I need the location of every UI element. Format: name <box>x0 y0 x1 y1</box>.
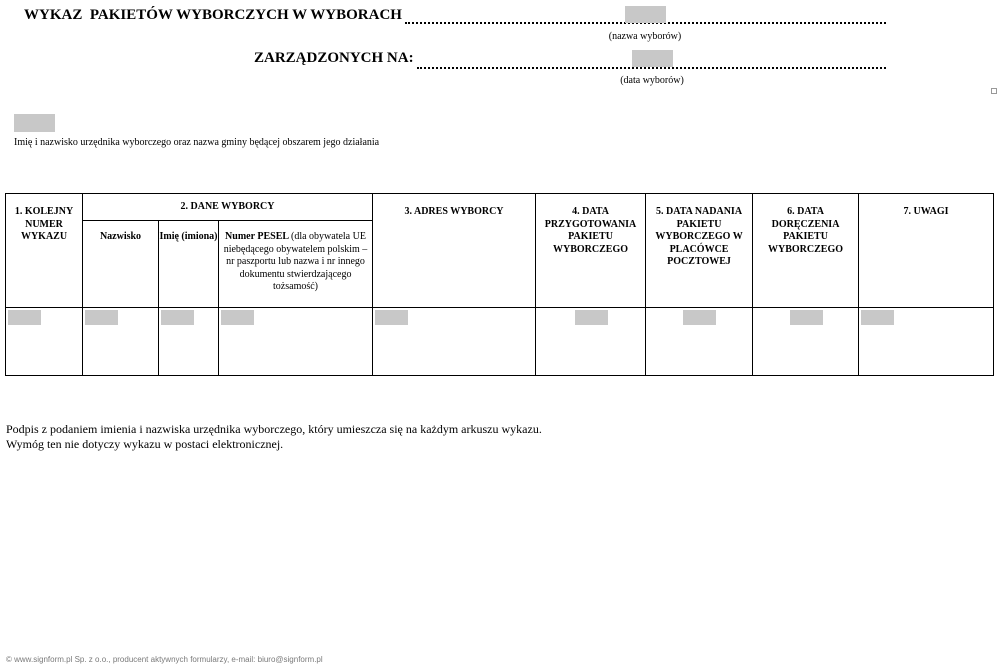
form-title-line1: WYKAZ PAKIETÓW WYBORCZYCH W WYBORACH <box>24 7 402 23</box>
cell-delivery-date <box>753 308 859 376</box>
election-date-line <box>417 67 886 69</box>
col-header-list-number: 1. KOLEJNY NUMER WYKAZU <box>6 194 83 308</box>
remarks-input[interactable] <box>861 310 894 325</box>
cell-address <box>373 308 536 376</box>
col-header-surname: Nazwisko <box>83 221 159 308</box>
list-number-input[interactable] <box>8 310 41 325</box>
cell-prep-date <box>536 308 646 376</box>
prep-date-input[interactable] <box>575 310 608 325</box>
signature-note-line2: Wymóg ten nie dotyczy wykazu w postaci elektronicznej. <box>6 437 284 451</box>
corner-mark <box>991 88 997 94</box>
election-date-caption: (data wyborów) <box>620 75 684 86</box>
cell-post-date <box>646 308 753 376</box>
col-header-voter-data: 2. DANE WYBORCY <box>83 194 373 221</box>
post-date-input[interactable] <box>683 310 716 325</box>
official-note: Imię i nazwisko urzędnika wyborczego oraz nazwa gminy będącej obszarem jego działania <box>14 137 380 148</box>
copyright-footer: © www.signform.pl Sp. z o.o., producent aktywnych formularzy, e-mail: biuro@signform.pl <box>6 655 323 664</box>
address-input[interactable] <box>375 310 408 325</box>
pesel-input[interactable] <box>221 310 254 325</box>
cell-remarks <box>859 308 994 376</box>
cell-first-name <box>159 308 219 376</box>
cell-pesel <box>219 308 373 376</box>
col-header-remarks: 7. UWAGI <box>859 194 994 308</box>
form-title-line2: ZARZĄDZONYCH NA: <box>254 50 414 66</box>
surname-input[interactable] <box>85 310 118 325</box>
cell-surname <box>83 308 159 376</box>
election-name-caption: (nazwa wyborów) <box>608 31 682 42</box>
election-date-field[interactable] <box>632 50 673 67</box>
delivery-date-input[interactable] <box>790 310 823 325</box>
signature-note-line1: Podpis z podaniem imienia i nazwiska urzędnika wyborczego, który umieszcza się na każdym arkuszu wykazu. <box>6 422 542 436</box>
table-row <box>6 308 994 376</box>
first-name-input[interactable] <box>161 310 194 325</box>
cell-list-number <box>6 308 83 376</box>
col-header-voter-address: 3. ADRES WYBORCY <box>373 194 536 308</box>
col-header-pesel: Numer PESEL (dla obywatela UE niebędącego obywatelem polskim – nr paszportu lub nazwa i nr innego dokumentu stwierdzającego tożsamość) <box>219 221 373 308</box>
signature-note <box>6 422 542 452</box>
col-header-first-name: Imię (imiona) <box>159 221 219 308</box>
election-name-field[interactable] <box>625 6 666 23</box>
packages-table <box>5 193 994 376</box>
official-name-field[interactable] <box>14 114 55 132</box>
col-header-prep-date: 4. DATA PRZYGOTOWANIA PAKIETU WYBORCZEGO <box>536 194 646 308</box>
col-header-post-date: 5. DATA NADANIA PAKIETU WYBORCZEGO W PLACÓWCE POCZTOWEJ <box>646 194 753 308</box>
col-header-delivery-date: 6. DATA DORĘCZENIA PAKIETU WYBORCZEGO <box>753 194 859 308</box>
